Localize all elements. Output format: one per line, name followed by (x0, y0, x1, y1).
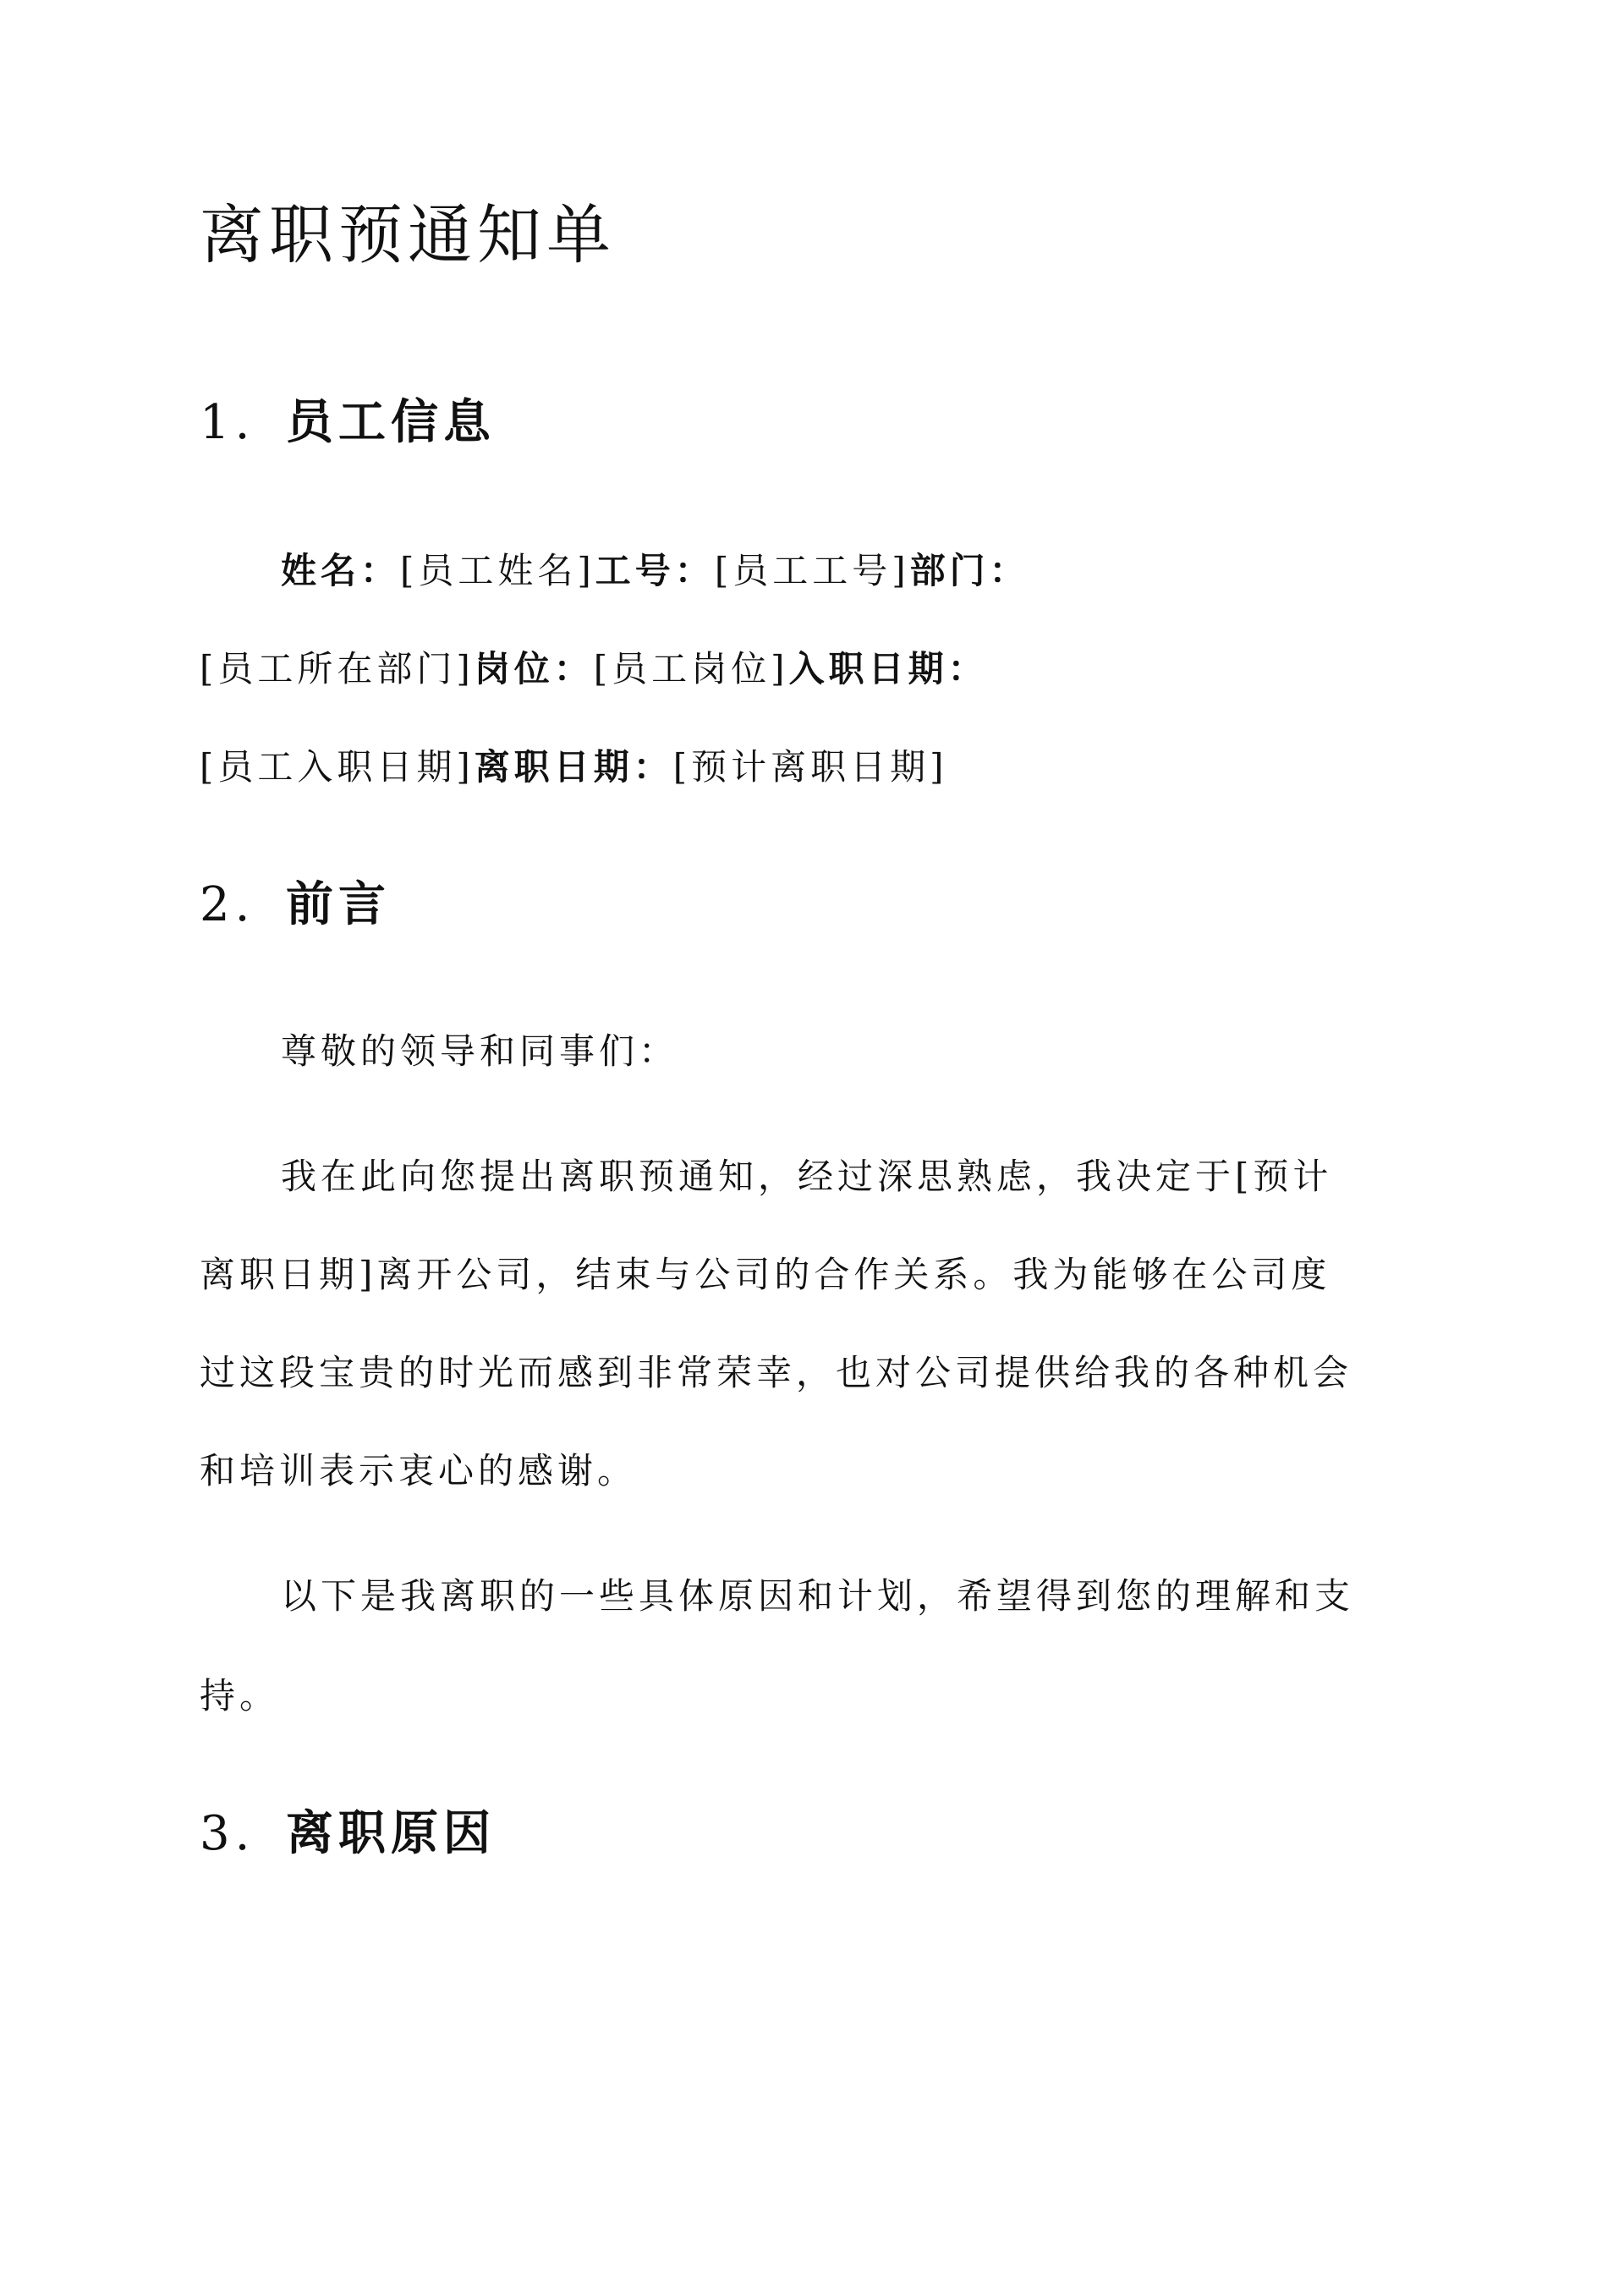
section-heading-preface (200, 876, 391, 933)
position-value: [员工岗位] (593, 648, 789, 689)
section-heading-employee-info (200, 394, 496, 451)
leave-date-value: [预计离职日期] (672, 746, 948, 788)
employee-info-line-2 (200, 648, 988, 690)
section-title: 离职原因 (286, 1805, 496, 1861)
section-title: 员工信息 (286, 394, 496, 450)
preface-paragraph-1-line-1: 我在此向您提出离职预通知，经过深思熟虑，我决定于[预计 (281, 1156, 1333, 1197)
department-value: [员工所在部门] (200, 648, 475, 689)
document-title: 离职预通知单 (200, 197, 616, 272)
hire-date-label: 入职日期： (788, 648, 988, 689)
leave-date-label: 离职日期： (474, 746, 673, 788)
preface-paragraph-2-line-2: 持。 (200, 1675, 280, 1717)
section-number: 1. (200, 395, 255, 450)
preface-greeting: 尊敬的领导和同事们： (281, 1030, 679, 1072)
section-number: 3. (200, 1806, 255, 1861)
section-number: 2. (200, 877, 255, 932)
preface-paragraph-1-line-4: 和培训表示衷心的感谢。 (200, 1450, 638, 1491)
section-title: 前言 (286, 876, 391, 932)
preface-paragraph-2-line-1: 以下是我离职的一些具体原因和计划，希望得到您的理解和支 (281, 1575, 1355, 1617)
employee-info-line-1 (281, 550, 1029, 592)
hire-date-value: [员工入职日期] (200, 746, 475, 788)
employee-info-line-3 (200, 746, 948, 788)
preface-paragraph-1-line-3: 过这段宝贵的时光而感到非常荣幸，也对公司提供给我的各种机会 (200, 1352, 1353, 1393)
employee-id-value: [员工工号] (714, 550, 910, 591)
position-label: 岗位： (474, 648, 594, 689)
name-label: 姓名： (281, 550, 401, 591)
employee-id-label: 工号： (595, 550, 715, 591)
name-value: [员工姓名] (400, 550, 595, 591)
preface-paragraph-1-line-2: 离职日期]离开公司，结束与公司的合作关系。我为能够在公司度 (200, 1254, 1331, 1295)
department-label: 部门： (909, 550, 1029, 591)
section-heading-leave-reason (200, 1805, 496, 1862)
